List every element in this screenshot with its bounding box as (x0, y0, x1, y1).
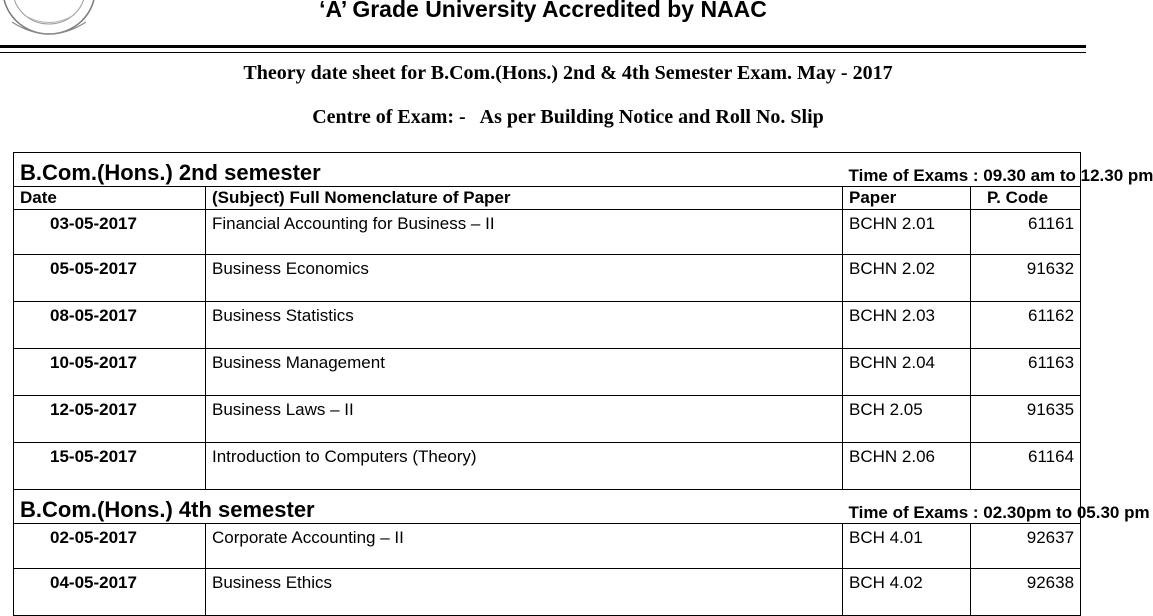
col-header-date: Date (14, 187, 206, 210)
column-header-row (14, 187, 1081, 210)
semester-4-time: Time of Exams : 02.30pm to 05.30 pm (848, 503, 1150, 522)
paper-code: 91632 (971, 255, 1081, 302)
exam-date: 15-05-2017 (14, 443, 206, 490)
exam-date: 08-05-2017 (14, 302, 206, 349)
semester-2-title: B.Com.(Hons.) 2nd semester (20, 160, 321, 185)
table-row (14, 349, 1081, 396)
subject-name: Business Economics (206, 255, 843, 302)
table-row (14, 210, 1081, 255)
table-row (14, 396, 1081, 443)
paper-number: BCHN 2.03 (843, 302, 971, 349)
paper-code: 91635 (971, 396, 1081, 443)
subject-name: Corporate Accounting – II (206, 524, 843, 569)
paper-code: 92638 (971, 569, 1081, 616)
table-row (14, 569, 1081, 616)
exam-date: 04-05-2017 (14, 569, 206, 616)
paper-code: 61163 (971, 349, 1081, 396)
exam-date: 05-05-2017 (14, 255, 206, 302)
exam-date: 12-05-2017 (14, 396, 206, 443)
paper-number: BCHN 2.06 (843, 443, 971, 490)
exam-centre-line (0, 106, 1136, 129)
subject-name: Financial Accounting for Business – II (206, 210, 843, 255)
document-title: Theory date sheet for B.Com.(Hons.) 2nd & 4th Semester Exam. May - 2017 (243, 62, 893, 84)
paper-code: 61161 (971, 210, 1081, 255)
header-rule-thin (0, 52, 1086, 53)
exam-date: 02-05-2017 (14, 524, 206, 569)
paper-number: BCHN 2.02 (843, 255, 971, 302)
table-row (14, 524, 1081, 569)
paper-number: BCHN 2.01 (843, 210, 971, 255)
exam-date: 03-05-2017 (14, 210, 206, 255)
university-accreditation: ‘A’ Grade University Accredited by NAAC (319, 0, 767, 22)
semester-4-header (14, 490, 1081, 524)
centre-label: Centre of Exam: - (312, 106, 466, 128)
col-header-code: P. Code (971, 187, 1081, 210)
paper-code: 61164 (971, 443, 1081, 490)
subject-name: Introduction to Computers (Theory) (206, 443, 843, 490)
centre-value: As per Building Notice and Roll No. Slip (479, 106, 824, 128)
paper-code: 92637 (971, 524, 1081, 569)
date-sheet-table (13, 152, 1153, 616)
semester-2-header (14, 153, 1081, 187)
paper-code: 61162 (971, 302, 1081, 349)
exam-date: 10-05-2017 (14, 349, 206, 396)
subject-name: Business Laws – II (206, 396, 843, 443)
col-header-subject: (Subject) Full Nomenclature of Paper (206, 187, 843, 210)
paper-number: BCHN 2.04 (843, 349, 971, 396)
subject-name: Business Management (206, 349, 843, 396)
table-row (14, 255, 1081, 302)
subject-name: Business Statistics (206, 302, 843, 349)
paper-number: BCH 2.05 (843, 396, 971, 443)
semester-2-time: Time of Exams : 09.30 am to 12.30 pm (848, 166, 1153, 185)
col-header-paper: Paper (843, 187, 971, 210)
paper-number: BCH 4.02 (843, 569, 971, 616)
subject-name: Business Ethics (206, 569, 843, 616)
table-row (14, 443, 1081, 490)
semester-4-title: B.Com.(Hons.) 4th semester (20, 497, 315, 522)
header-rule-thick (0, 45, 1086, 48)
table-row (14, 302, 1081, 349)
paper-number: BCH 4.01 (843, 524, 971, 569)
